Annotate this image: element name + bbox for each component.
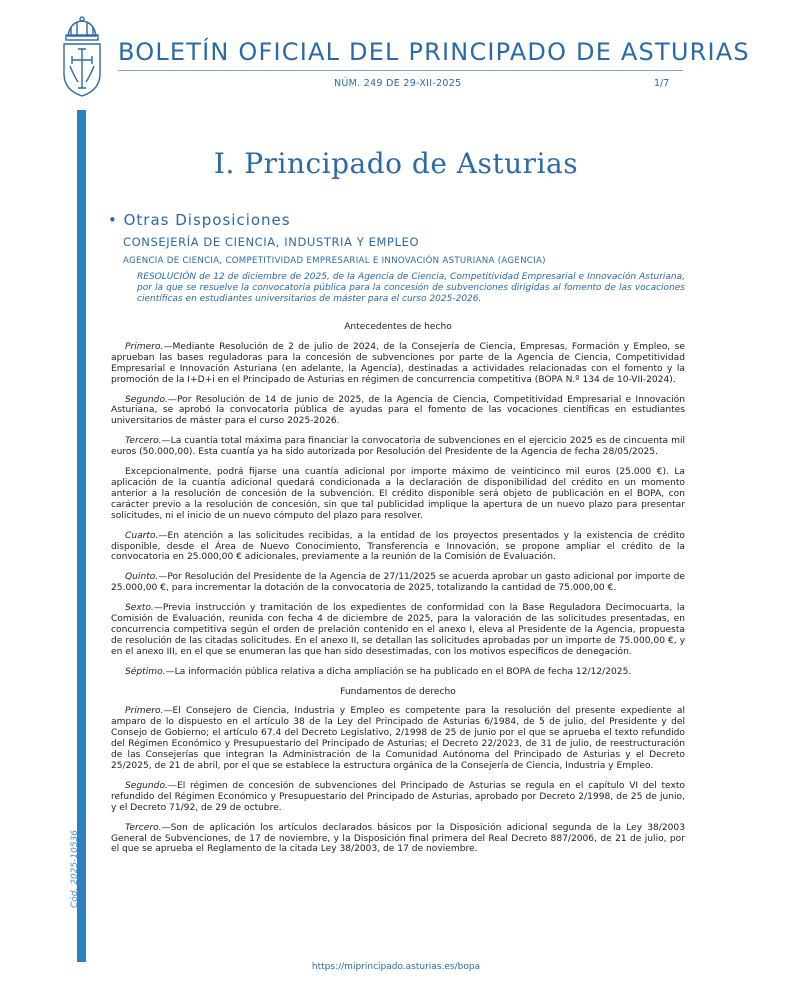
paragraph-antecedente-5: Quinto.—Por Resolución del Presidente de la Agencia de 27/11/2025 se acuerda aprobar un gasto adicional por importe de 25.000,00 €, para incrementar la dotación de la convocatoria de 2025, totalizando la cantidad de 75.000,00 €. — [111, 572, 685, 594]
bulletin-title: BOLETÍN OFICIAL DEL PRINCIPADO DE ASTURIAS — [118, 38, 750, 66]
paragraph-fundamento-1: Primero.—El Consejero de Ciencia, Industria y Empleo es competente para la resolución del presente expediente al amparo de lo dispuesto en el artículo 38 de la Ley del Principado de Asturias 6/1984, de 5 de julio, del Presidente y del Consejo de Gobierno; el artículo 67.4 del Decreto Legislativo, 2/1998 de 25 de junio por el que se aprueba el texto refundido del Régimen Económico y Presupuestario del Principado de Asturias; el Decreto 22/2023, de 31 de julio, de reestructuración de las Consejerías que integran la Administración de la Comunidad Autónoma del Principado de Asturias y el Decreto 25/2025, de 21 de abril, por el que se establece la estructura orgánica de la Consejería de Ciencia, Industria y Empleo. — [111, 706, 685, 771]
document-body — [111, 322, 685, 864]
subsection-heading: • Otras Disposiciones — [108, 211, 291, 229]
consejeria-name: CONSEJERÍA DE CIENCIA, INDUSTRIA Y EMPLEO — [123, 235, 420, 249]
page-indicator: 1/7 — [654, 78, 670, 89]
paragraph-antecedente-7: Séptimo.—La información pública relativa a dicha ampliación se ha publicado en el BOPA de fecha 12/12/2025. — [125, 666, 632, 677]
issue-number: NÚM. 249 DE 29-XII-2025 — [334, 78, 462, 89]
heading-fundamentos: Fundamentos de derecho — [340, 686, 456, 697]
paragraph-antecedente-6: Sexto.—Previa instrucción y tramitación de los expedientes de conformidad con la Base Reguladora Decimocuarta, la Comisión de Evaluación, reunida con fecha 4 de diciembre de 2025, para la valoración de las solicitudes presentadas, en concurrencia competitiva según el orden de prelación contenido en el anexo I, eleva al Presidente de la Agencia, propuesta de resolución de las citadas solicitudes. En el anexo II, se detallan las solicitudes aprobadas por un importe de 75.000,00 €, y en el anexo III, en el que se enumeran las que han sido desestimadas, con los motivos específicos de denegación. — [111, 603, 685, 657]
asturias-coat-of-arms-icon — [58, 16, 106, 100]
paragraph-fundamento-2: Segundo.—El régimen de concesión de subvenciones del Principado de Asturias se regula en el capítulo VI del texto refundido del Régimen Económico y Presupuestario del Principado de Asturias, aprobado por Decreto 2/1998, de 25 de junio, y el Decreto 71/92, de 29 de octubre. — [111, 780, 685, 813]
paragraph-antecedente-2: Segundo.—Por Resolución de 14 de junio de 2025, de la Agencia de Ciencia, Competitividad Empresarial e Innovación Asturiana, se aprobó la convocatoria pública de ayudas para el fomento de las vocaciones científicas en estudiantes universitarios de máster para el curso 2025-2026. — [111, 394, 685, 427]
paragraph-antecedente-4: Cuarto.—En atención a las solicitudes recibidas, a la entidad de los proyectos presentados y la existencia de crédito disponible, desde el Área de Nuevo Conocimiento, Transferencia e Innovación, se propone ampliar el crédito de la convocatoria en 25.000,00 € adicionales, previamente a la reunión de la Comisión de Evaluación. — [111, 530, 685, 563]
header-divider — [118, 70, 683, 71]
section-heading: I. Principado de Asturias — [213, 147, 579, 180]
paragraph-antecedente-3: Tercero.—La cuantía total máxima para financiar la convocatoria de subvenciones en el ejercicio 2025 es de cincuenta mil euros (50.000,00). Esta cuantía ya ha sido autorizada por Resolución del Presidente de la Agencia de fecha 28/05/2025. — [111, 436, 685, 458]
paragraph-fundamento-3: Tercero.—Son de aplicación los artículos declarados básicos por la Disposición adicional segunda de la Ley 38/2003 General de Subvenciones, de 17 de noviembre, y la Disposición final primera del Real Decreto 887/2006, de 21 de julio, por el que se aprueba el Reglamento de la citada Ley 38/2003, de 17 de noviembre. — [111, 822, 685, 855]
paragraph-antecedente-3b: Excepcionalmente, podrá fijarse una cuantía adicional por importe máximo de veinticinco mil euros (25.000 €). La aplicación de la cuantía adicional quedará condicionada a la declaración de disponibilidad del crédito en un momento anterior a la resolución de concesión de la subvención. El crédito disponible será objeto de publicación en el BOPA, con carácter previo a la resolución de concesión, sin que tal publicidad implique la apertura de un nuevo plazo para presentar solicitudes, ni el inicio de un nuevo cómputo del plazo para resolver. — [111, 467, 685, 521]
resolution-summary: RESOLUCIÓN de 12 de diciembre de 2025, de la Agencia de Ciencia, Competitividad Empresarial e Innovación Asturiana, por la que se resuelve la convocatoria pública para la concesión de subvenciones dirigidas al fomento de las vocaciones científicas en estudiantes universitarios de máster para el curso 2025-2026. — [137, 272, 685, 304]
agency-name: AGENCIA DE CIENCIA, COMPETITIVIDAD EMPRESARIAL E INNOVACIÓN ASTURIANA (AGENCIA) — [123, 256, 546, 266]
paragraph-antecedente-1: Primero.—Mediante Resolución de 2 de julio de 2024, de la Consejería de Ciencia, Empresas, Formación y Empleo, se aprueban las bases reguladoras para la concesión de subvenciones por parte de la Agencia de Ciencia, Competitividad Empresarial e Innovación Asturiana (en adelante, la Agencia), destinadas a actividades relacionadas con el fomento y la promoción de la I+D+i en el Principado de Asturias en régimen de concurrencia competitiva (BOPA N.º 134 de 10-VII-2024). — [111, 341, 685, 385]
heading-antecedentes: Antecedentes de hecho — [344, 322, 452, 332]
footer-url[interactable]: https://miprincipado.asturias.es/bopa — [311, 962, 481, 972]
document-code: Cód. 2025-10536 — [70, 829, 80, 908]
